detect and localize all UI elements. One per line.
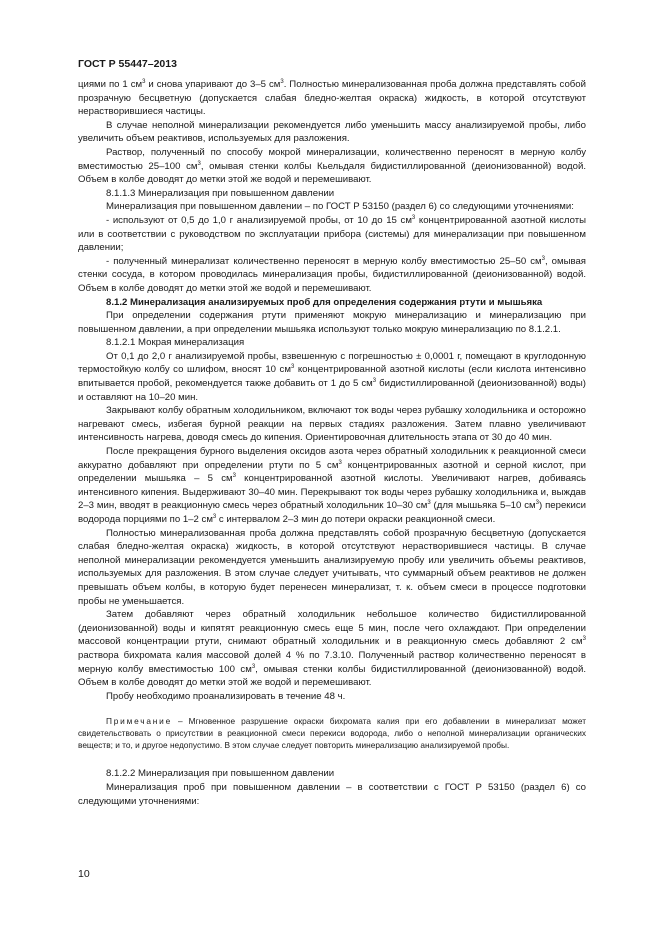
paragraph: Раствор, полученный по способу мокрой минерализации, количественно переносят в мерную колбу вместимостью 25–100 $см^3$, омывая стенки колбы Кьельдаля бидистиллированной (деионизованной) водой. Объем в колбе доводят до метки этой же водой и перемешивают. <box>78 146 586 186</box>
list-item: - полученный минерализат количественно переносят в мерную колбу вместимостью 25–50 $см^3$, омывая стенки сосуда, в котором проводилась минерализация пробы, бидистиллированной (деионизованной) водой. Объем в колбе доводят до метки этой же водой и перемешивают. <box>78 255 586 294</box>
paragraph: Закрывают колбу обратным холодильником, включают ток воды через рубашку холодильника и осторожно нагревают смесь, избегая бурной реакции на первых стадиях разложения. Затем плавно увеличивают интенсивность нагрева, доводя смесь до кипения. Ориентировочная длительность этапа от 30 до 40 мин. <box>78 405 586 444</box>
paragraph: Пробу необходимо проанализировать в течение 48 ч. <box>106 690 346 702</box>
paragraph: В случае неполной минерализации рекомендуется либо уменьшить массу анализируемой пробы, либо увеличить объем реактивов, используемых для разложения. <box>78 119 586 145</box>
subsection-heading: 8.1.2.2 Минерализация при повышенном давлении <box>106 768 335 780</box>
paragraph-continuation: циями по 1 $см^3$ и снова упаривают до 3–5 $см^3$. Полностью минерализованная проба должна представлять собой прозрачную бесцветную (допускается слабая бледно-желтая окраска) жидкость, в которой отсутствуют нерастворившиеся частицы. <box>78 79 586 118</box>
subsection-heading: 8.1.1.3 Минерализация при повышенном давлении <box>106 187 335 199</box>
note-text: – Мгновенное разрушение окраски бихромата калия при его добавлении в минерализат может свидетельствовать о присутствии в реакционной смеси перекиси водорода, либо о неполной минерализации органических веществ; и то, и другое недопустимо. В этом случае следует повторить минерализацию анализируемой пробы. <box>78 716 586 751</box>
paragraph: Минерализация проб при повышенном давлении – в соответствии с ГОСТ Р 53150 (раздел 6) со следующими уточнениями: <box>78 781 586 807</box>
document-header: ГОСТ Р 55447–2013 <box>78 58 177 70</box>
paragraph: Затем добавляют через обратный холодильник небольшое количество бидистиллированной (деионизованной) воды и кипятят реакционную смесь еще 5 мин, после чего охлаждают. При определении массовой концентрации ртути, снимают обратный холодильник и в реакционную смесь добавляют 2 $см^3$ раствора бихромата калия массовой долей 4 % по 7.3.10. Полученный раствор количественно переносят в мерную колбу вместимостью 100 $см^3$, омывая стенки колбы бидистиллированной (деионизованной) водой. Объем в колбе доводят до метки этой же водой и перемешивают. <box>78 609 586 689</box>
list-item: - используют от 0,5 до 1,0 г анализируемой пробы, от 10 до 15 $см^3$ концентрированной азотной кислоты или в соответствии с руководством по эксплуатации прибора (системы) для минерализации при повышенном давлении; <box>78 214 586 254</box>
paragraph: При определении содержания ртути применяют мокрую минерализацию и минерализацию при повышенном давлении, а при определении мышьяка используют только мокрую минерализацию по 8.1.2.1. <box>78 310 586 335</box>
note <box>78 715 586 751</box>
note-label: Примечание <box>106 716 173 727</box>
paragraph: После прекращения бурного выделения оксидов азота через обратный холодильник к реакционной смеси аккуратно добавляют при определении ртути по 5 $см^3$ концентрированных азотной и серной кислот, при определении мышьяка – 5 $см^3$ концентрированной азотной кислоты. Увеличивают нагрев, добиваясь интенсивного кипения. Выдерживают 30–40 мин. Перекрывают ток воды через рубашку холодильника и, выждав 2–3 мин, вводят в реакционную смесь через обратный холодильник 10–30 $см^3$ (для мышьяка 5–10 $см^3$) перекиси водорода порциями по 1–2 $см^3$ с интервалом 2–3 мин до потери окраски реакционной смеси. <box>78 446 587 525</box>
subsection-heading: 8.1.2.1 Мокрая минерализация <box>106 337 245 349</box>
page-number: 10 <box>78 868 90 880</box>
document-body <box>78 78 586 808</box>
paragraph: Минерализация при повышенном давлении – по ГОСТ Р 53150 (раздел 6) со следующими уточнениями: <box>106 201 574 213</box>
section-heading: 8.1.2 Минерализация анализируемых проб для определения содержания ртути и мышьяка <box>106 296 543 308</box>
paragraph: От 0,1 до 2,0 г анализируемой пробы, взвешенную с погрешностью ± 0,0001 г, помещают в круглодонную термостойкую колбу со шлифом, вносят 10 $см^3$ концентрированной азотной кислоты (если кислота интенсивно впитывается пробой, рекомендуется также добавить от 1 до 5 $см^3$ бидистиллированной (деионизованной) воды) и оставляют на 10–20 мин. <box>78 350 587 403</box>
paragraph: Полностью минерализованная проба должна представлять собой прозрачную бесцветную (допускается слабая бледно-желтая окраска) жидкость, в которой отсутствуют нерастворившиеся частицы. В случае неполной минерализации рекомендуется уменьшить анализируемую пробу или увеличить объемы реактивов, используемых для разложения. В этом случае следует учитывать, что суммарный объем реактивов не должен превышать объем колбы, в которую будет перенесен минерализат, т. к. объем смеси в процессе подготовки пробы не уменьшается. <box>78 527 586 607</box>
